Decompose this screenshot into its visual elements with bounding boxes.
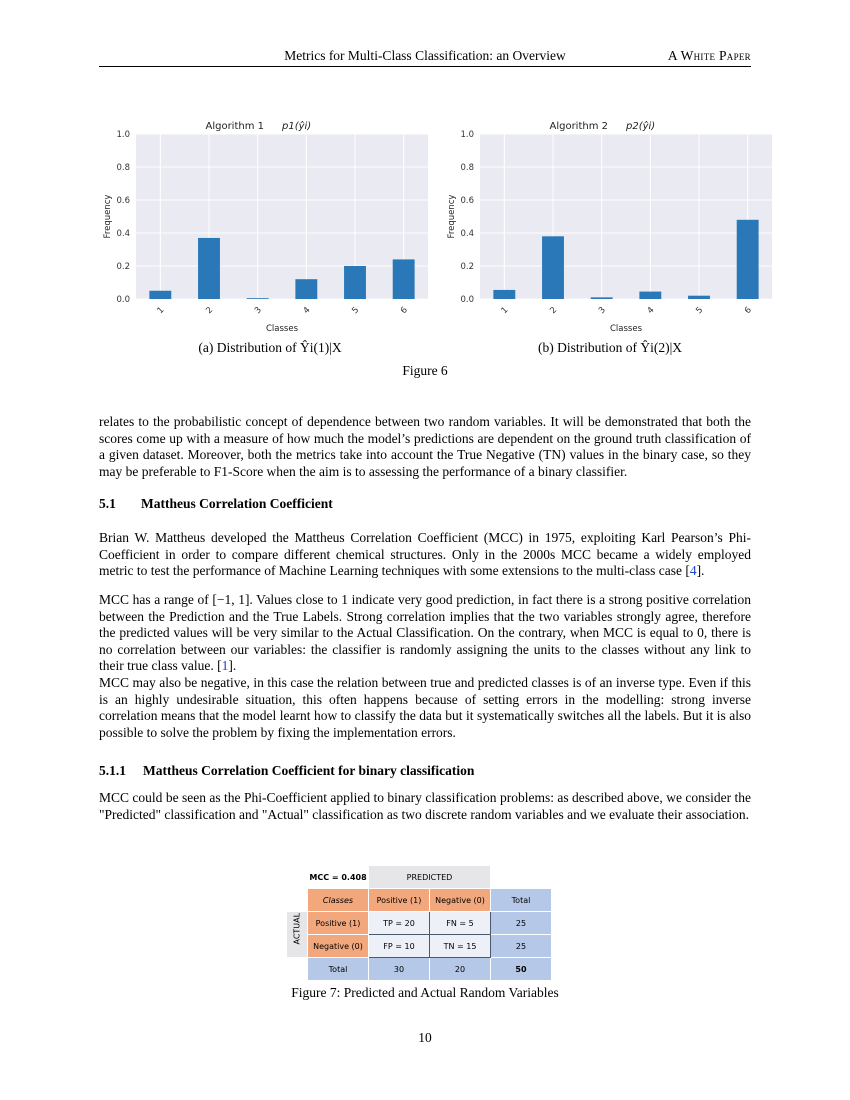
section-heading: 5.1 Mattheus Correlation Coefficient — [99, 496, 333, 511]
classes-header: Classes — [308, 889, 369, 912]
x-tick-label: 2 — [548, 305, 560, 317]
grand-total: 50 — [491, 958, 552, 981]
x-tick-label: 4 — [301, 305, 313, 317]
x-tick-label: 6 — [398, 305, 410, 317]
x-axis-label: Classes — [609, 324, 643, 334]
y-tick-label: 1.0 — [116, 130, 130, 140]
plot-area — [136, 134, 428, 299]
y-tick-label: 0.0 — [116, 295, 130, 305]
paragraph-mcc-range: MCC has a range of [−1, 1]. Values close to 1 indicate very good prediction, in fact there is a strong positive correlation between the Prediction and the True Labels. Strong correlation implies that the two variables strongly agree, therefore the predicted values will be very similar to the Actual Classification. On the contrary, when MCC is equal to 0, there is no correlation between our variables: the classifier is randomly assigning the units to the classes without any link to their true class value. [1]. MCC may also be negative, in this case the relation between true and predicted classes is of an inverse type. Even if this is an highly undesirable situation, this often happens because of setting errors in the modelling: strong inverse correlation means that the model learnt how to classify the data but it systematically switches all the labels. But it is also possible to solve the problem by fixing the implementation errors. — [99, 592, 751, 740]
tp-cell: TP = 20 — [369, 912, 430, 935]
x-axis-label: Classes — [265, 324, 299, 334]
y-axis-label: Frequency — [103, 194, 113, 239]
bar-5 — [344, 266, 366, 299]
chart-title-math: p2(ŷi) — [626, 121, 656, 132]
bar-5 — [688, 296, 710, 299]
chart-title: Algorithm 1 — [205, 121, 264, 132]
predicted-header: PREDICTED — [369, 866, 491, 889]
bar-2 — [198, 238, 220, 299]
chart-algorithm-1 — [100, 114, 430, 334]
header-title: Metrics for Multi-Class Classification: an Overview — [284, 48, 566, 63]
subsection-heading: 5.1.1 Mattheus Correlation Coefficient for binary classification — [99, 763, 475, 778]
bar-1 — [493, 290, 515, 299]
y-axis-label: Frequency — [447, 194, 457, 239]
intro-paragraph: relates to the probabilistic concept of dependence between two random variables. It will be demonstrated that both the scores come up with a measure of how much the model’s predictions are dependent on the ground truth classification of a given dataset. Moreover, both the metrics take into account the True Negative (TN) values in the binary case, so they may be preferable to F1-Score when the aim is to assessing the performance of a binary classifier. — [99, 414, 751, 479]
fn-cell: FN = 5 — [430, 912, 491, 935]
y-tick-label: 0.0 — [460, 295, 474, 305]
y-tick-label: 0.8 — [460, 163, 474, 173]
bar-3 — [247, 298, 269, 299]
x-tick-label: 2 — [204, 305, 216, 317]
plot-area — [480, 134, 772, 299]
total-col-header: Total — [491, 889, 552, 912]
header-right: A White Paper — [667, 48, 751, 63]
col2-total: 20 — [430, 958, 491, 981]
confusion-matrix-table — [286, 865, 552, 981]
chart-svg — [100, 114, 430, 334]
x-tick-label: 3 — [596, 305, 608, 317]
fp-cell: FP = 10 — [369, 935, 430, 958]
mcc-value: MCC = 0.408 — [308, 866, 369, 889]
tn-cell: TN = 15 — [430, 935, 491, 958]
y-tick-label: 1.0 — [460, 130, 474, 140]
pred-positive-header: Positive (1) — [369, 889, 430, 912]
y-tick-label: 0.4 — [116, 229, 130, 239]
pred-negative-header: Negative (0) — [430, 889, 491, 912]
chart-algorithm-2 — [444, 114, 774, 334]
bar-4 — [295, 279, 317, 299]
bar-6 — [393, 259, 415, 299]
x-tick-label: 4 — [645, 305, 657, 317]
x-tick-label: 6 — [742, 305, 754, 317]
bar-4 — [639, 292, 661, 299]
y-tick-label: 0.6 — [116, 196, 130, 206]
paragraph-binary: MCC could be seen as the Phi-Coefficient applied to binary classification problems: as described above, we consider the "Predicted" classification and "Actual" classification as two discrete random variables and we evaluate their association. — [99, 790, 751, 822]
paragraph-mcc-history: Brian W. Mattheus developed the Mattheus Correlation Coefficient (MCC) in 1975, exploiting Karl Pearson’s Phi-Coefficient in order to compare different chemical structures. Only in the 2000s MCC became a widely employed metric to test the performance of Machine Learning techniques with some extensions to the multi-class case [4]. — [99, 530, 751, 579]
y-tick-label: 0.2 — [460, 262, 474, 272]
citation-link-1[interactable]: 1 — [221, 658, 229, 674]
actual-header: ACTUAL — [287, 912, 308, 958]
subcaption-a: (a) Distribution of Ŷi(1)|X — [198, 340, 342, 355]
bar-2 — [542, 236, 564, 299]
figure-7-caption: Figure 7: Predicted and Actual Random Variables — [291, 985, 559, 1000]
citation-link-4[interactable]: 4 — [689, 563, 697, 579]
col1-total: 30 — [369, 958, 430, 981]
bar-3 — [591, 297, 613, 299]
row2-total: 25 — [491, 935, 552, 958]
subcaption-b: (b) Distribution of Ŷi(2)|X — [537, 340, 683, 355]
x-tick-label: 1 — [155, 305, 167, 317]
page-number: 10 — [418, 1030, 432, 1045]
y-tick-label: 0.8 — [116, 163, 130, 173]
figure-6-caption: Figure 6 — [402, 363, 448, 378]
row1-total: 25 — [491, 912, 552, 935]
x-tick-label: 3 — [252, 305, 264, 317]
chart-title-math: p1(ŷi) — [282, 121, 312, 132]
chart-svg — [444, 114, 774, 334]
running-header — [99, 46, 751, 67]
bar-1 — [149, 291, 171, 299]
total-row-header: Total — [308, 958, 369, 981]
y-tick-label: 0.4 — [460, 229, 474, 239]
chart-title: Algorithm 2 — [549, 121, 608, 132]
bar-6 — [737, 220, 759, 299]
y-tick-label: 0.6 — [460, 196, 474, 206]
x-tick-label: 5 — [350, 305, 362, 317]
actual-positive-header: Positive (1) — [308, 912, 369, 935]
x-tick-label: 5 — [694, 305, 706, 317]
y-tick-label: 0.2 — [116, 262, 130, 272]
actual-negative-header: Negative (0) — [308, 935, 369, 958]
x-tick-label: 1 — [499, 305, 511, 317]
